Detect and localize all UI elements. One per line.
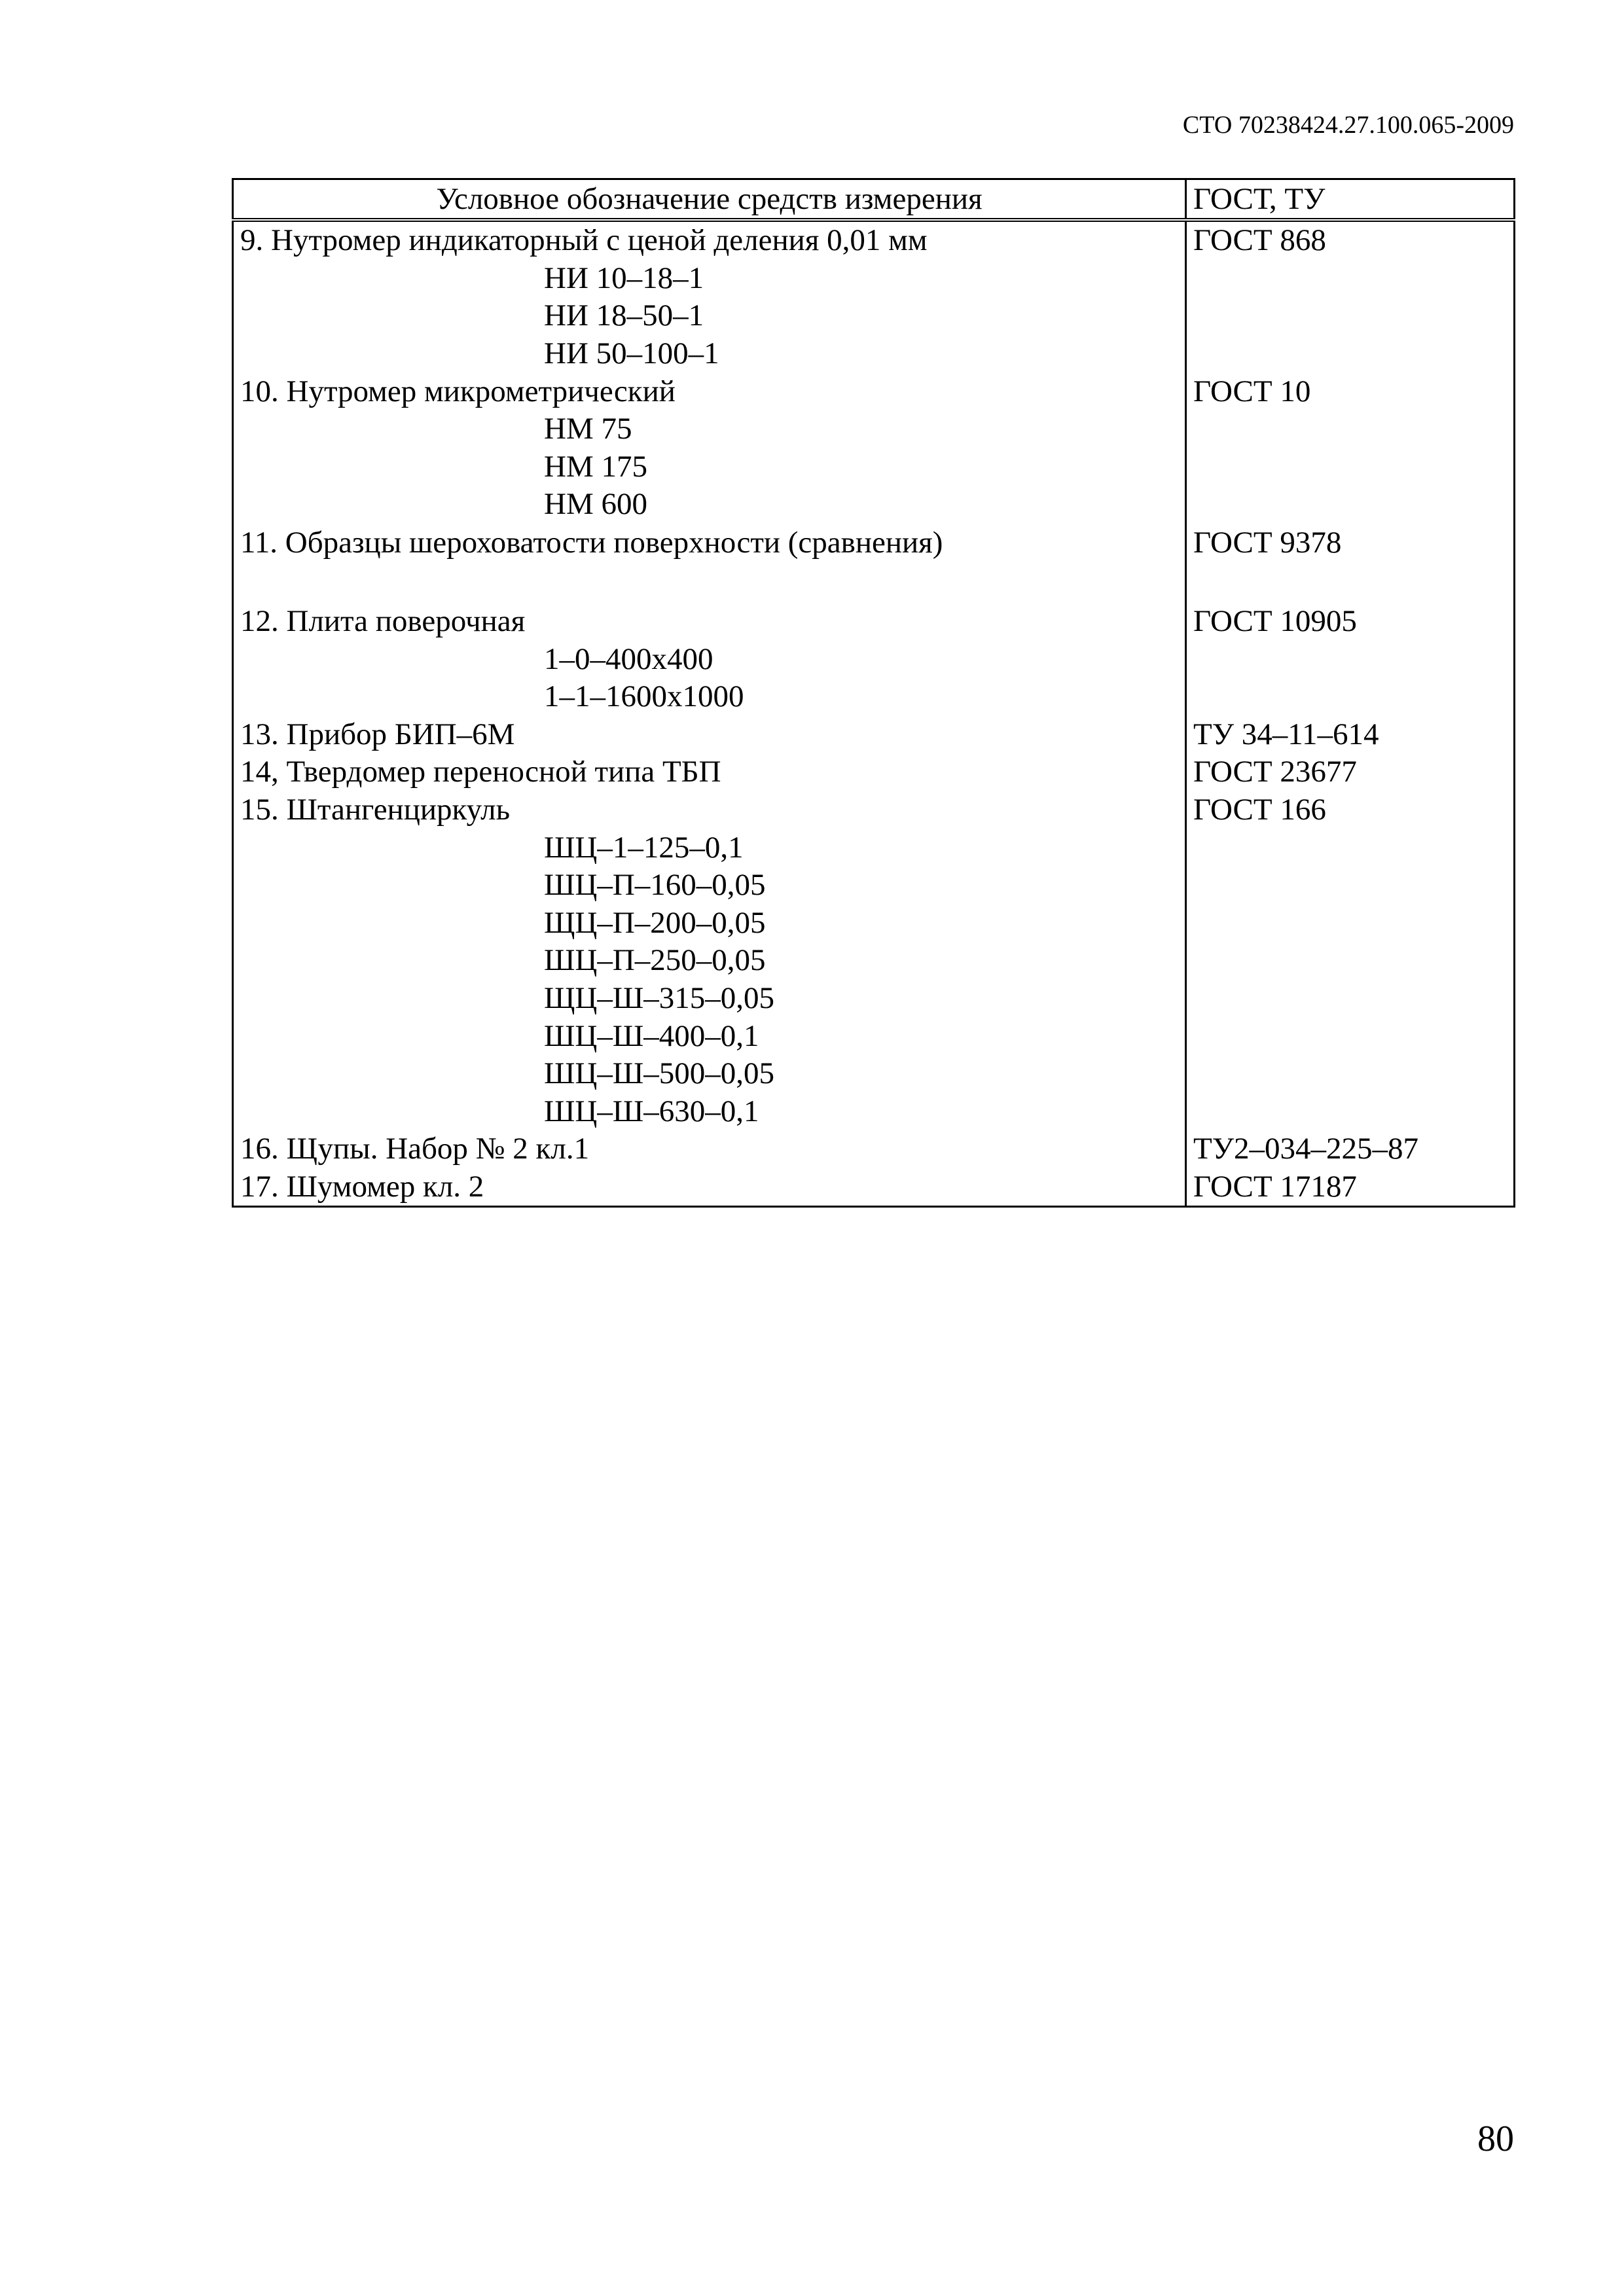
standard-cell: [1186, 410, 1515, 448]
table-row: [233, 1055, 1515, 1093]
instrument-cell: ШЦ–Ш–400–0,1: [233, 1017, 1186, 1055]
instrument-cell: НМ 175: [233, 448, 1186, 486]
table-row: [233, 260, 1515, 298]
standard-cell: ГОСТ 23677: [1186, 753, 1515, 791]
standard-cell: ГОСТ 166: [1186, 791, 1515, 829]
standard-cell: [1186, 980, 1515, 1018]
table-row: [233, 905, 1515, 942]
instrument-cell: ЩЦ–Ш–315–0,05: [233, 980, 1186, 1018]
standard-cell: [1186, 640, 1515, 678]
instrument-cell: 14, Твердомер переносной типа ТБП: [233, 753, 1186, 791]
standard-cell: ТУ2–034–225–87: [1186, 1130, 1515, 1168]
table-row: [233, 372, 1515, 410]
standard-cell: [1186, 297, 1515, 335]
standard-cell: ТУ 34–11–614: [1186, 716, 1515, 754]
table-row: [233, 1017, 1515, 1055]
document-code: СТО 70238424.27.100.065-2009: [1182, 111, 1514, 139]
table-row: [233, 716, 1515, 754]
table-row: [233, 486, 1515, 524]
instrument-cell: НИ 10–18–1: [233, 260, 1186, 298]
standard-cell: ГОСТ 17187: [1186, 1168, 1515, 1207]
table-row: [233, 980, 1515, 1018]
instrument-cell: ШЦ–П–160–0,05: [233, 867, 1186, 905]
instrument-cell: 1–0–400х400: [233, 640, 1186, 678]
instrument-cell: НИ 18–50–1: [233, 297, 1186, 335]
table-row: [233, 1092, 1515, 1130]
table-row: [233, 829, 1515, 867]
column-header-designation: Условное обозначение средств измерения: [233, 179, 1186, 221]
standard-cell: [1186, 448, 1515, 486]
instrument-cell: 15. Штангенциркуль: [233, 791, 1186, 829]
table-row: [233, 1130, 1515, 1168]
column-header-standard: ГОСТ, ТУ: [1186, 179, 1515, 221]
instrument-cell: 12. Плита поверочная: [233, 603, 1186, 641]
instrument-cell: 16. Щупы. Набор № 2 кл.1: [233, 1130, 1186, 1168]
table-row: [233, 220, 1515, 260]
table-row: [233, 942, 1515, 980]
standard-cell: [1186, 867, 1515, 905]
page-number: 80: [1477, 2119, 1514, 2159]
standard-cell: [1186, 678, 1515, 716]
instrument-cell: ШЦ–Ш–630–0,1: [233, 1092, 1186, 1130]
instrument-cell: ШЦ–П–250–0,05: [233, 942, 1186, 980]
table-row: [233, 448, 1515, 486]
table-row: [233, 410, 1515, 448]
instrument-cell: ЩЦ–П–200–0,05: [233, 905, 1186, 942]
table-row: [233, 524, 1515, 603]
instrument-cell: НМ 75: [233, 410, 1186, 448]
standard-cell: [1186, 942, 1515, 980]
table-header-row: [233, 179, 1515, 221]
instrument-cell: 1–1–1600х1000: [233, 678, 1186, 716]
table-row: [233, 640, 1515, 678]
standard-cell: ГОСТ 10: [1186, 372, 1515, 410]
standard-cell: [1186, 1017, 1515, 1055]
measuring-instruments-table: [232, 178, 1515, 1208]
standard-cell: [1186, 486, 1515, 524]
standard-cell: [1186, 1055, 1515, 1093]
standard-cell: ГОСТ 868: [1186, 220, 1515, 260]
instrument-cell: ШЦ–Ш–500–0,05: [233, 1055, 1186, 1093]
instrument-cell: 11. Образцы шероховатости поверхности (сравнения): [233, 524, 1186, 603]
table-row: [233, 603, 1515, 641]
instrument-cell: 9. Нутромер индикаторный с ценой деления 0,01 мм: [233, 220, 1186, 260]
table-row: [233, 297, 1515, 335]
standard-cell: [1186, 829, 1515, 867]
table-row: [233, 867, 1515, 905]
standard-cell: ГОСТ 10905: [1186, 603, 1515, 641]
table-row: [233, 335, 1515, 373]
instrument-cell: НИ 50–100–1: [233, 335, 1186, 373]
instrument-cell: 13. Прибор БИП–6М: [233, 716, 1186, 754]
instrument-cell: НМ 600: [233, 486, 1186, 524]
instrument-cell: ШЦ–1–125–0,1: [233, 829, 1186, 867]
standard-cell: ГОСТ 9378: [1186, 524, 1515, 603]
instrument-cell: 10. Нутромер микрометрический: [233, 372, 1186, 410]
standard-cell: [1186, 905, 1515, 942]
standard-cell: [1186, 1092, 1515, 1130]
table-row: [233, 753, 1515, 791]
table-row: [233, 678, 1515, 716]
standard-cell: [1186, 335, 1515, 373]
table-row: [233, 791, 1515, 829]
instrument-cell: 17. Шумомер кл. 2: [233, 1168, 1186, 1207]
standard-cell: [1186, 260, 1515, 298]
table-row: [233, 1168, 1515, 1207]
